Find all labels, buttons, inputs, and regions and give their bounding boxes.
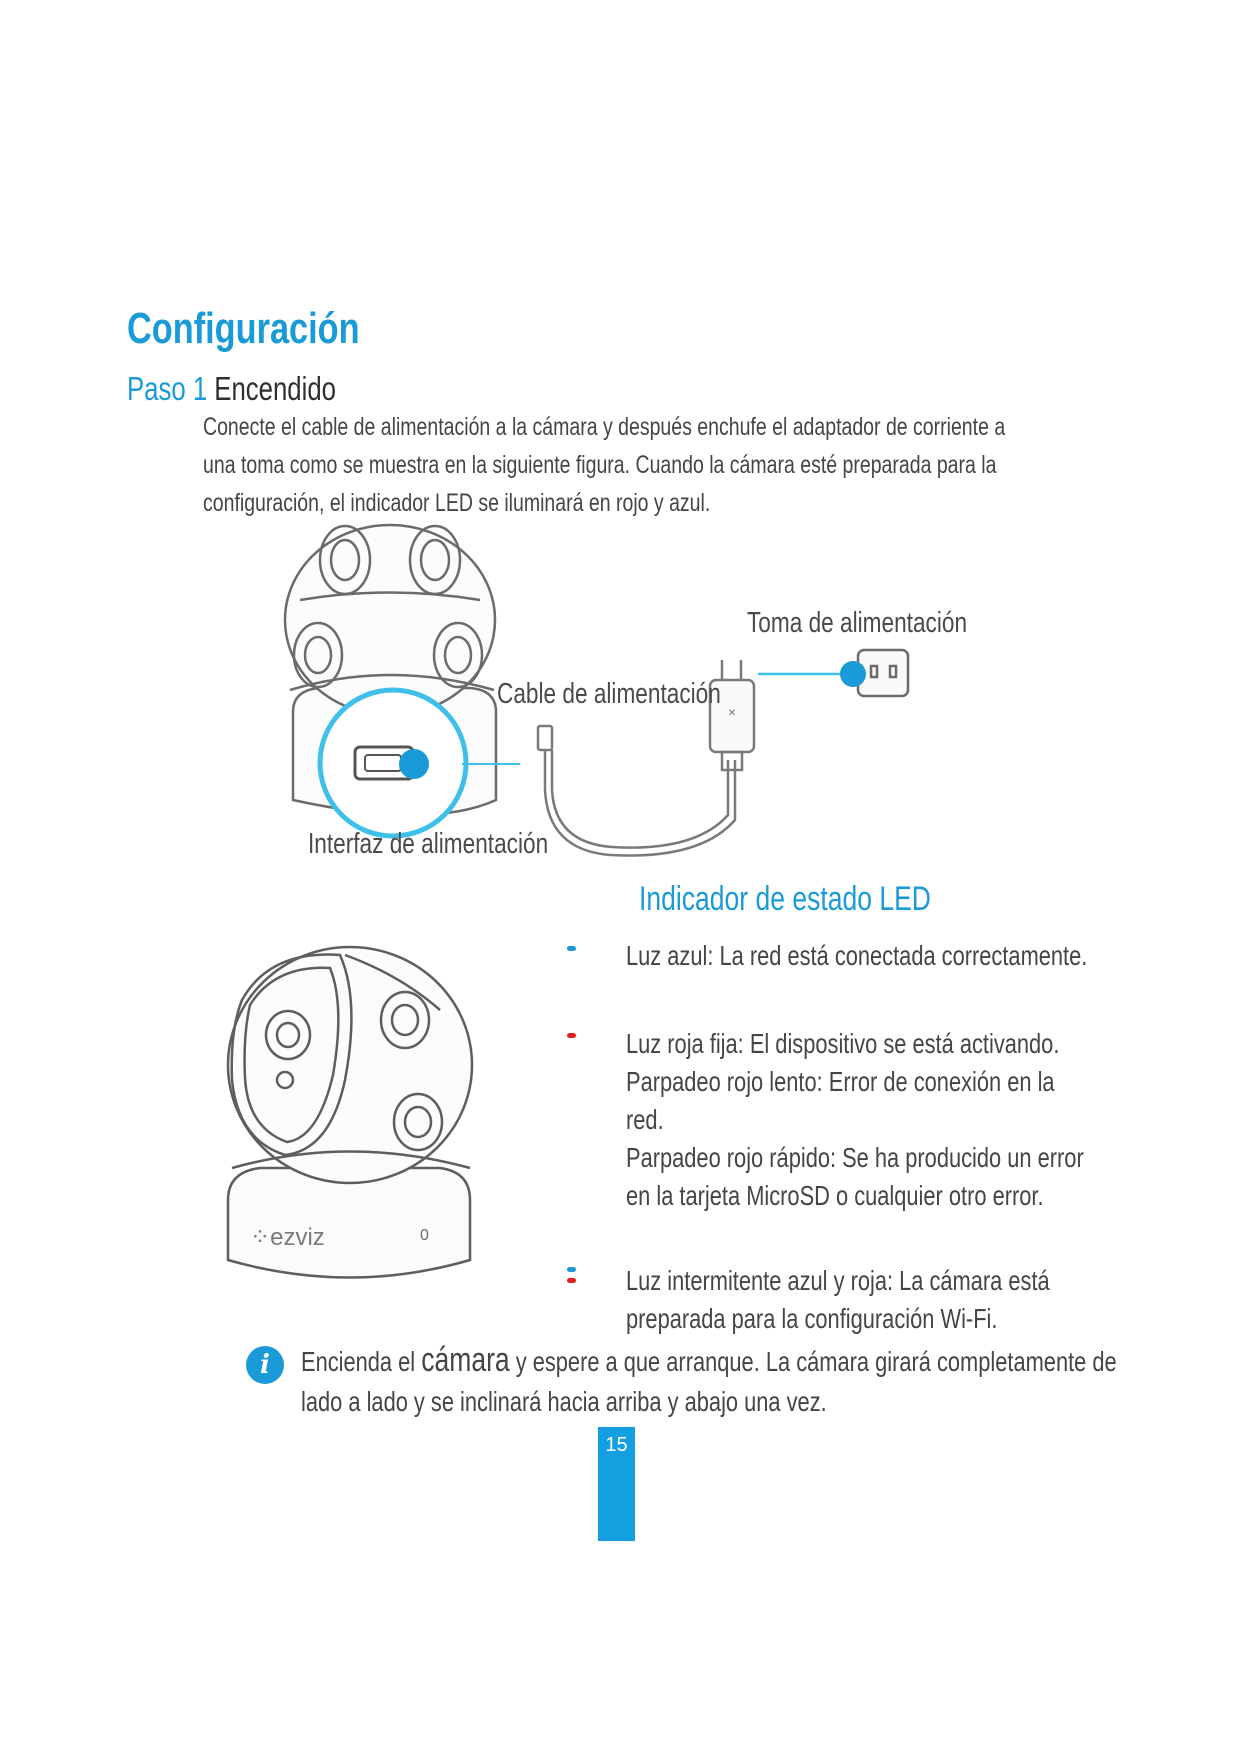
led-item-blue xyxy=(626,937,1217,975)
led-line: Luz azul: La red está conectada correctamente. xyxy=(626,940,1088,971)
led-line: Parpadeo rojo rápido: Se ha producido un error xyxy=(626,1142,1084,1173)
outlet-label: Toma de alimentación xyxy=(747,607,968,639)
section-title: Configuración xyxy=(127,304,360,353)
led-item-red xyxy=(626,1025,1213,1215)
led-dot-red xyxy=(567,1033,576,1038)
led-line: preparada para la configuración Wi-Fi. xyxy=(626,1303,998,1334)
led-section-title: Indicador de estado LED xyxy=(639,880,931,918)
led-dot-red xyxy=(567,1278,576,1283)
led-line: Luz roja fija: El dispositivo se está activando. xyxy=(626,1028,1060,1059)
cable-label: Cable de alimentación xyxy=(497,678,721,710)
note-text-big: cámara xyxy=(421,1341,510,1379)
page-number: 15 xyxy=(605,1434,628,1456)
led-dot-blue xyxy=(567,1267,576,1272)
info-icon: i xyxy=(246,1346,284,1384)
note-text-end: y espere a que arranque. La cámara girará completamente de xyxy=(515,1346,1117,1377)
intro-line: una toma como se muestra en la siguiente figura. Cuando la cámara esté preparada para la xyxy=(203,451,997,479)
led-dot-blue xyxy=(567,946,576,951)
svg-text:✕: ✕ xyxy=(727,708,737,719)
led-item-blue-red xyxy=(626,1262,1169,1338)
led-line: en la tarjeta MicroSD o cualquier otro error. xyxy=(626,1180,1044,1211)
interface-label: Interfaz de alimentación xyxy=(308,828,549,860)
note-text-line2: lado a lado y se inclinará hacia arriba y abajo una vez. xyxy=(301,1386,827,1417)
note-text-start: Encienda el xyxy=(301,1346,416,1377)
led-line: red. xyxy=(626,1104,664,1135)
led-line: Luz intermitente azul y roja: La cámara está xyxy=(626,1265,1050,1296)
svg-text:0: 0 xyxy=(420,1227,429,1244)
led-line: Parpadeo rojo lento: Error de conexión en la xyxy=(626,1066,1055,1097)
step-name: Encendido xyxy=(214,370,336,407)
step-number: Paso 1 xyxy=(127,370,208,407)
intro-line: Conecte el cable de alimentación a la cámara y después enchufe el adaptador de corriente a xyxy=(203,413,1006,441)
note-text xyxy=(301,1340,1241,1422)
camera-brand-logo: ⁘ezviz xyxy=(250,1224,325,1251)
intro-line: configuración, el indicador LED se iluminará en rojo y azul. xyxy=(203,489,711,517)
